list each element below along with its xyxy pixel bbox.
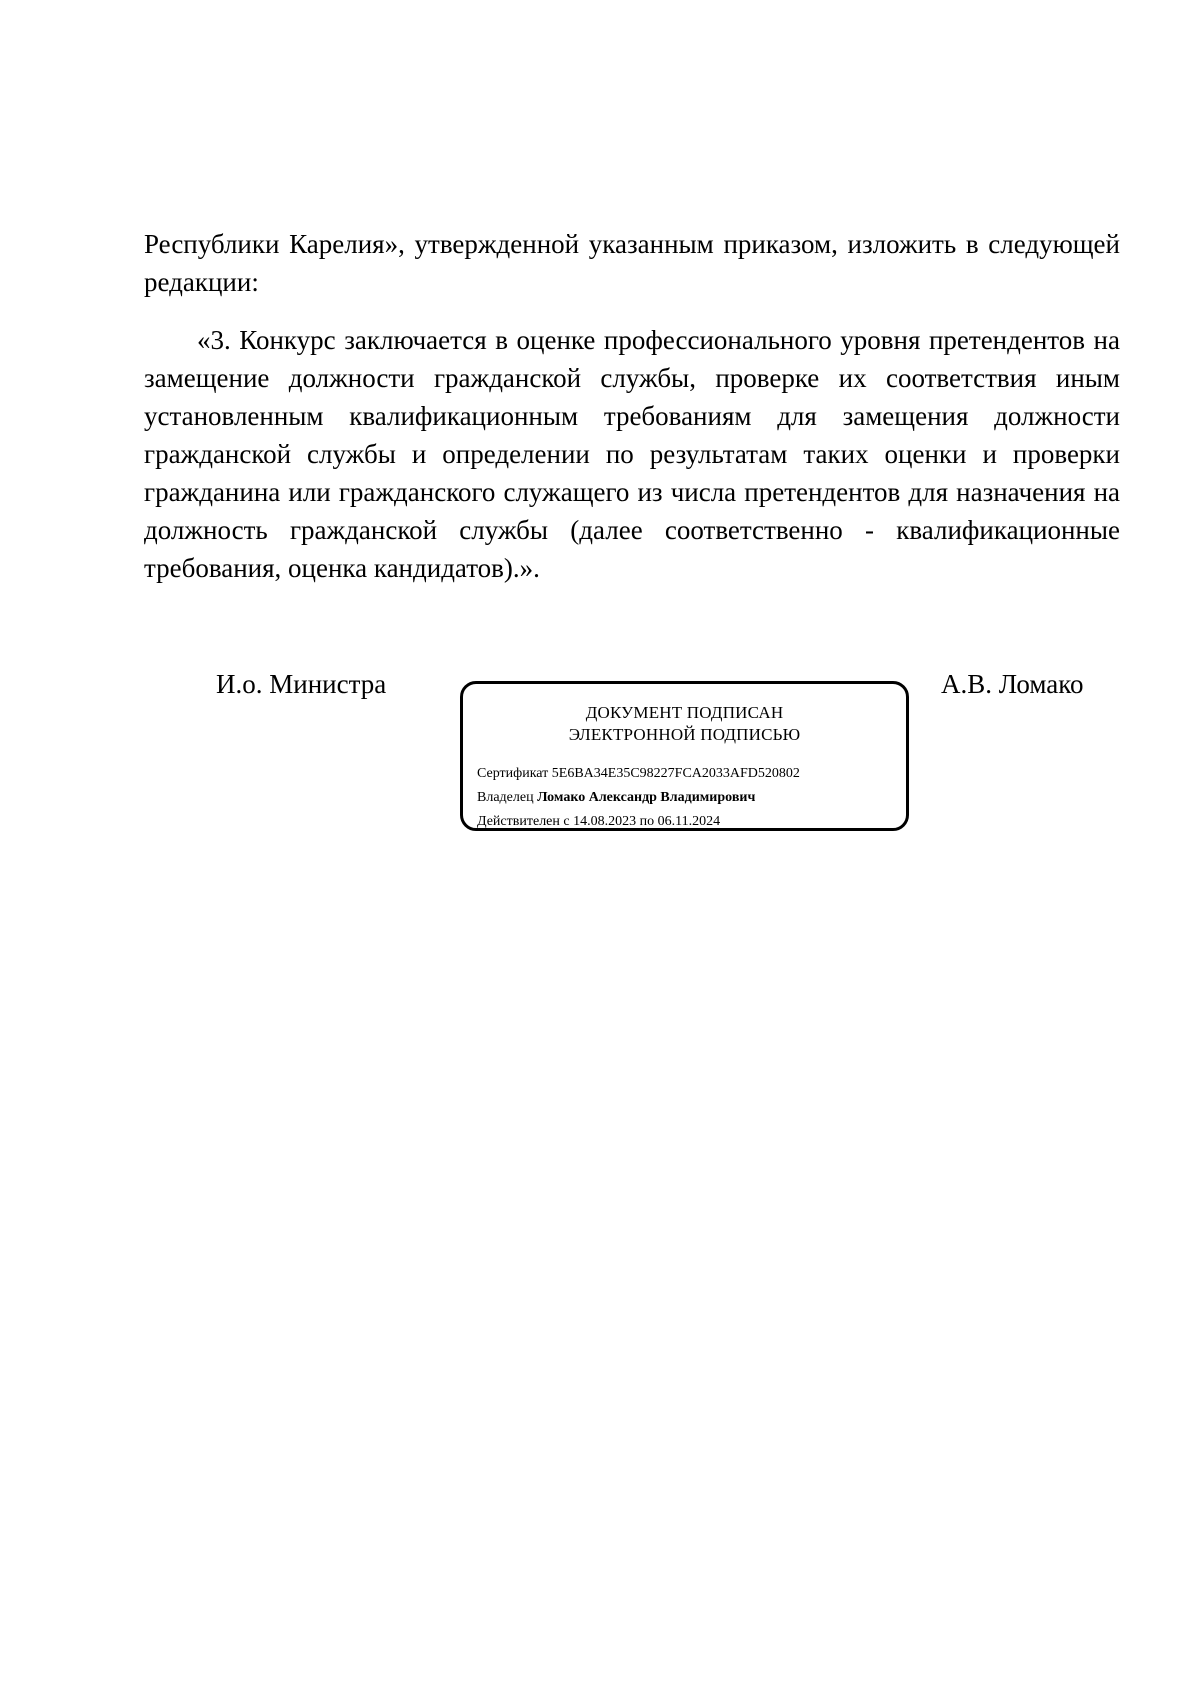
- stamp-certificate-value: 5E6BA34E35C98227FCA2033AFD520802: [551, 766, 800, 781]
- stamp-valid-from: 14.08.2023: [573, 814, 637, 829]
- stamp-certificate-label: Сертификат: [477, 766, 549, 781]
- stamp-validity-line: [477, 813, 720, 831]
- stamp-valid-to-label: по: [639, 814, 655, 829]
- stamp-header: [463, 702, 906, 746]
- body-paragraph-2: «3. Конкурс заключается в оценке профессионального уровня претендентов на замещение должности гражданской службы, проверке их соответствия иным установленным квалификационным требованиям для замещения должности гражданской службы и определении по результатам таких оценки и проверки гражданина или гражданского служащего из числа претендентов для назначения на должность гражданской службы (далее соответственно - квалификационные требования, оценка кандидатов).».: [144, 325, 1120, 583]
- stamp-owner-value: Ломако Александр Владимирович: [537, 790, 756, 805]
- signer-name: А.В. Ломако: [941, 669, 1084, 699]
- electronic-signature-stamp: [460, 681, 909, 831]
- stamp-header-line-2: ЭЛЕКТРОННОЙ ПОДПИСЬЮ: [568, 725, 801, 744]
- signer-title: И.о. Министра: [216, 669, 387, 699]
- stamp-header-line-1: ДОКУМЕНТ ПОДПИСАН: [585, 703, 784, 722]
- stamp-owner-line: [477, 789, 755, 807]
- body-paragraph-1: Республики Карелия», утвержденной указанным приказом, изложить в следующей редакции:: [144, 229, 1120, 297]
- stamp-certificate-line: [477, 765, 800, 783]
- stamp-valid-label: Действителен с: [477, 814, 570, 829]
- stamp-valid-to: 06.11.2024: [657, 814, 721, 829]
- stamp-owner-label: Владелец: [477, 790, 534, 805]
